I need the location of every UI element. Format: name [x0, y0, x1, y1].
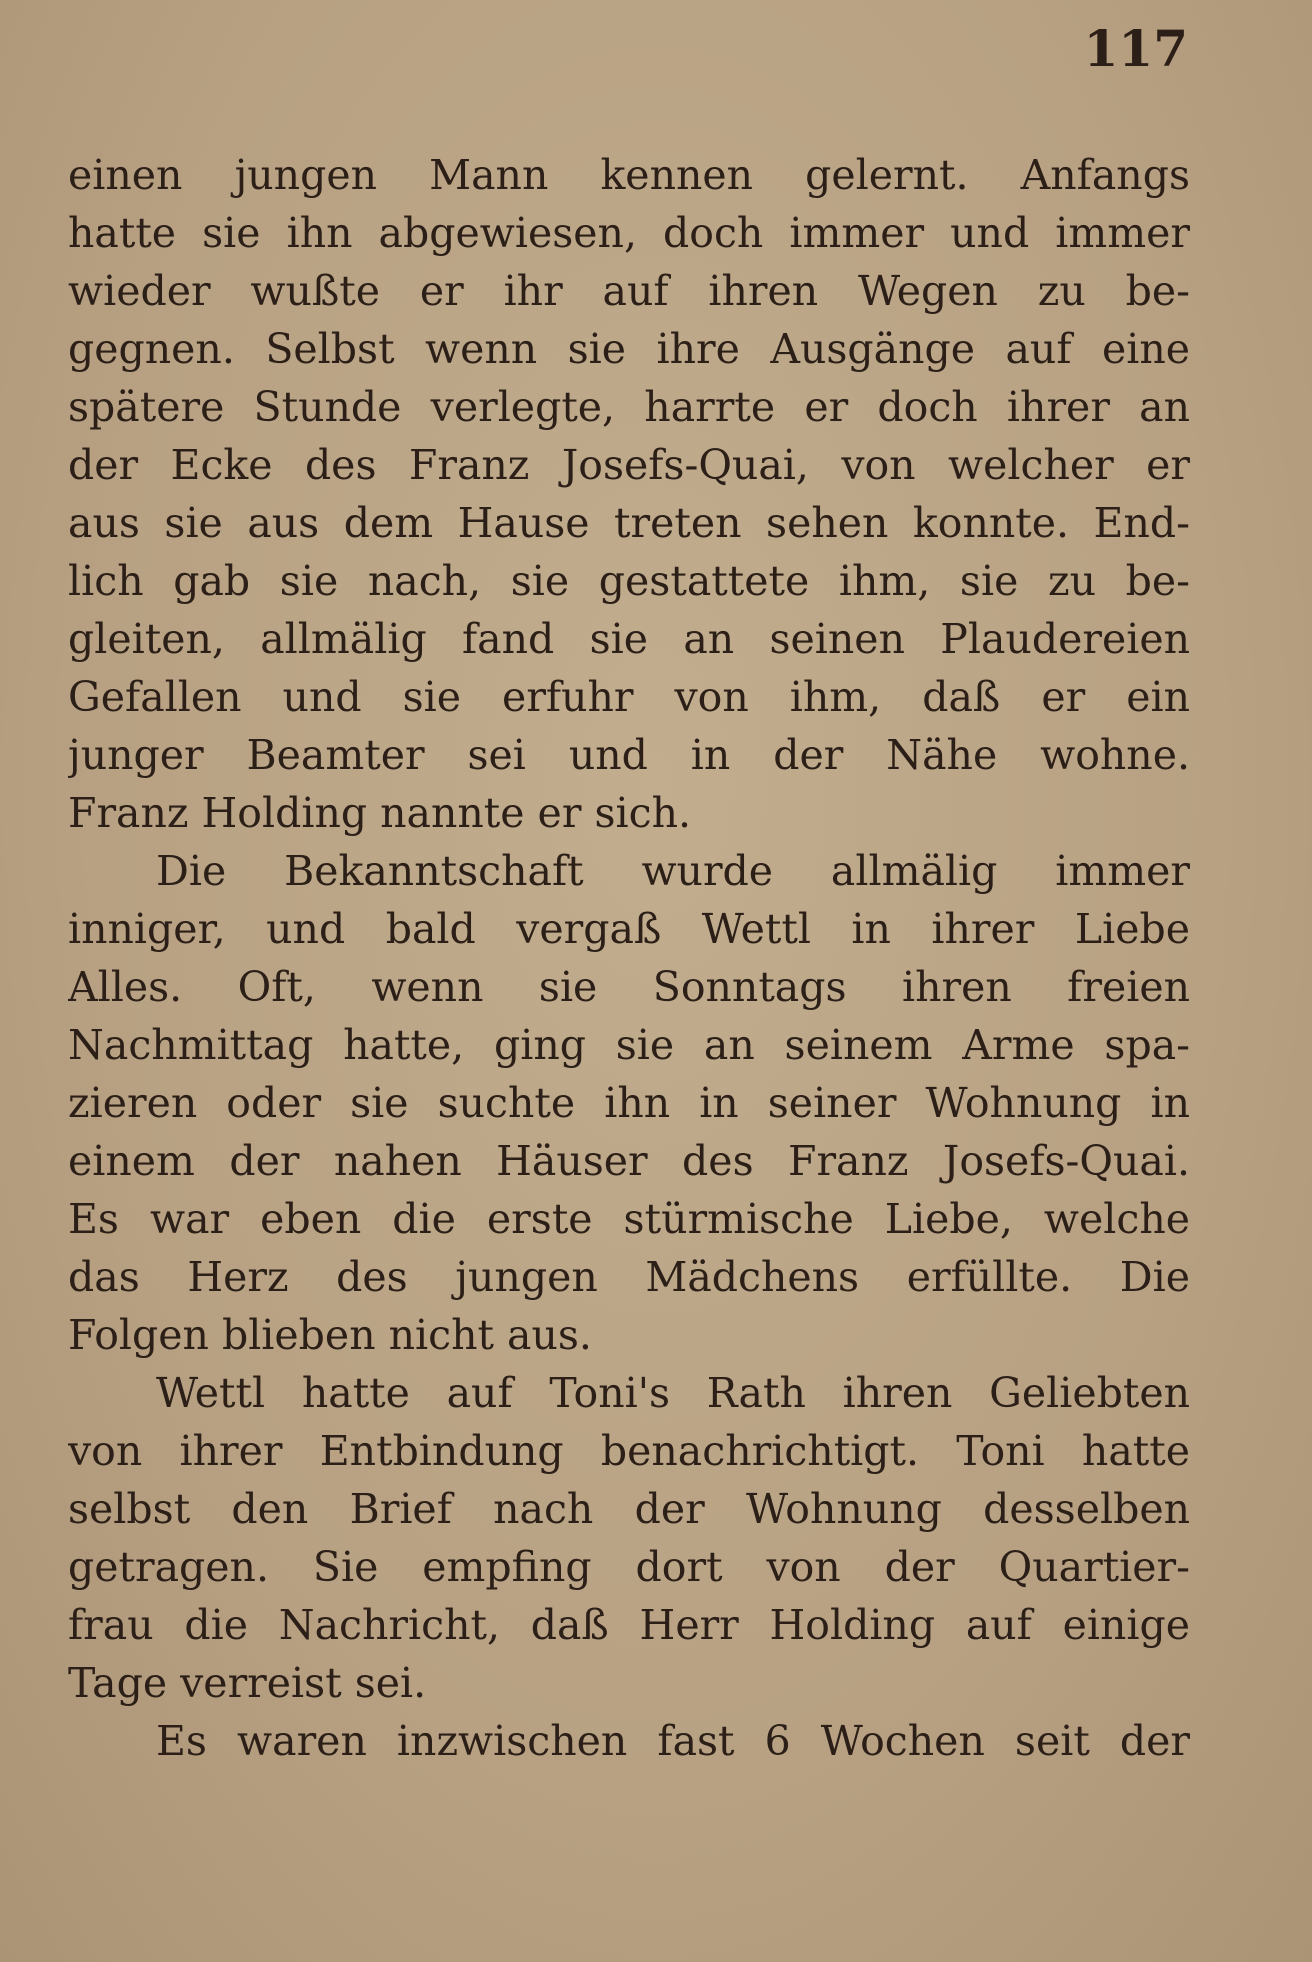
text-line: Alles. Oft, wenn sie Sonntags ihren freien [68, 963, 1190, 1011]
text-line: junger Beamter sei und in der Nähe wohne. [68, 731, 1190, 779]
text-line: hatte sie ihn abgewiesen, doch immer und immer [68, 209, 1190, 257]
text-line: frau die Nachricht, daß Herr Holding auf einige [68, 1601, 1190, 1649]
text-line: einen jungen Mann kennen gelernt. Anfangs [68, 151, 1190, 199]
text-line: Wettl hatte auf Toni's Rath ihren Geliebten [156, 1369, 1190, 1417]
text-line: lich gab sie nach, sie gestattete ihm, sie zu be- [68, 557, 1190, 605]
text-line: Es war eben die erste stürmische Liebe, welche [68, 1195, 1190, 1243]
text-line: Tage verreist sei. [68, 1659, 427, 1707]
text-line: Es waren inzwischen fast 6 Wochen seit der [156, 1717, 1190, 1765]
text-line: wieder wußte er ihr auf ihren Wegen zu be- [68, 267, 1190, 315]
text-line: zieren oder sie suchte ihn in seiner Wohnung in [68, 1079, 1190, 1127]
text-line: der Ecke des Franz Josefs-Quai, von welcher er [68, 441, 1190, 489]
text-line: spätere Stunde verlegte, harrte er doch ihrer an [68, 383, 1190, 431]
text-line: Die Bekanntschaft wurde allmälig immer [156, 847, 1190, 895]
text-line: getragen. Sie empfing dort von der Quartier- [68, 1543, 1190, 1591]
text-line: aus sie aus dem Hause treten sehen konnte. End- [68, 499, 1190, 547]
body-text [68, 146, 1190, 1796]
text-line: selbst den Brief nach der Wohnung desselben [68, 1485, 1190, 1533]
text-line: das Herz des jungen Mädchens erfüllte. Die [68, 1253, 1190, 1301]
text-line: Nachmittag hatte, ging sie an seinem Arme spa- [68, 1021, 1190, 1069]
text-line: inniger, und bald vergaß Wettl in ihrer Liebe [68, 905, 1190, 953]
text-line: gegnen. Selbst wenn sie ihre Ausgänge auf eine [68, 325, 1190, 373]
text-line: gleiten, allmälig fand sie an seinen Plaudereien [68, 615, 1190, 663]
text-line: von ihrer Entbindung benachrichtigt. Toni hatte [68, 1427, 1190, 1475]
text-line: Gefallen und sie erfuhr von ihm, daß er ein [68, 673, 1190, 721]
text-line: einem der nahen Häuser des Franz Josefs-Quai. [68, 1137, 1190, 1185]
page-number: 117 [1083, 19, 1188, 78]
text-line: Franz Holding nannte er sich. [68, 789, 692, 837]
text-line: Folgen blieben nicht aus. [68, 1311, 592, 1359]
